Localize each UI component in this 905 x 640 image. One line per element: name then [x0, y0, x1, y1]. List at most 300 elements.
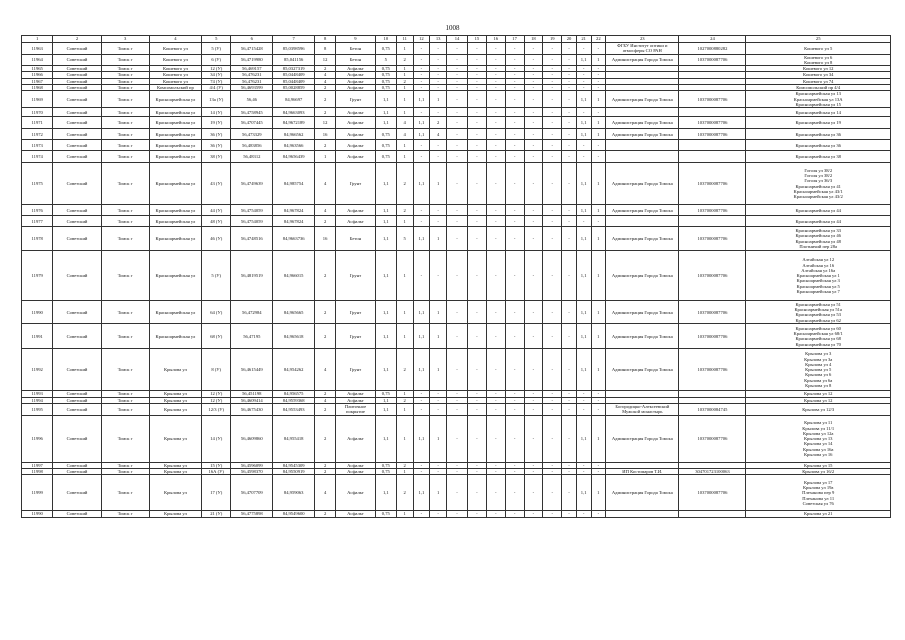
table-cell: Советский	[53, 78, 101, 84]
table-cell: 1	[430, 349, 447, 391]
table-cell: 0,75	[375, 511, 396, 517]
table-cell: -	[524, 66, 543, 72]
table-cell: -	[467, 403, 486, 415]
table-cell: 2	[315, 462, 336, 468]
column-number-1: 1	[22, 36, 53, 43]
table-cell: 84,96697	[273, 91, 315, 108]
table-cell: 56,451198	[231, 391, 273, 397]
column-number-7: 7	[273, 36, 315, 43]
table-cell: -	[562, 462, 577, 468]
table-cell: 11967	[22, 78, 53, 84]
table-cell: -	[505, 511, 524, 517]
table-cell: -	[562, 216, 577, 227]
table-cell: -	[413, 469, 430, 475]
table-cell: 56,476231	[231, 78, 273, 84]
table-cell: -	[562, 397, 577, 403]
table-cell: 11990	[22, 511, 53, 517]
table-cell: 84,985754	[273, 163, 315, 205]
table-cell: 34 (У)	[202, 72, 231, 78]
table-cell: -	[447, 91, 468, 108]
table-cell: -	[486, 251, 505, 301]
table-cell: Крылова ул	[149, 415, 201, 462]
table-cell: 2	[315, 140, 336, 151]
table-cell: -	[447, 78, 468, 84]
table-cell: Красноармейская ул	[149, 301, 201, 324]
column-number-15: 15	[467, 36, 486, 43]
table-cell: Красноармейская ул 14	[746, 108, 891, 117]
table-cell: -	[467, 84, 486, 90]
table-cell: 2	[315, 84, 336, 90]
table-cell: 43 (У)	[202, 163, 231, 205]
table-cell: Асфальт	[336, 84, 376, 90]
table-cell: Кошевого ул	[149, 78, 201, 84]
table-cell: -	[591, 216, 606, 227]
table-cell: Кошевого ул 6 Кошевого ул 8	[746, 54, 891, 66]
table-cell: Грунт	[336, 163, 376, 205]
table-cell: -	[562, 469, 577, 475]
table-cell: Кошевого ул	[149, 43, 201, 55]
table-cell: -	[467, 227, 486, 251]
table-cell	[679, 511, 746, 517]
table-cell: 1	[591, 227, 606, 251]
table-cell: 1,1	[375, 397, 396, 403]
table-cell: -	[430, 403, 447, 415]
table-cell: -	[467, 216, 486, 227]
table-cell: 11993	[22, 391, 53, 397]
table-cell: Советский	[53, 43, 101, 55]
table-row	[22, 108, 891, 117]
table-cell: -	[467, 205, 486, 216]
table-cell: -	[543, 108, 562, 117]
table-cell: -	[505, 227, 524, 251]
table-cell: 1	[396, 324, 413, 349]
table-cell: Красноармейская ул	[149, 140, 201, 151]
table-cell: 2	[315, 251, 336, 301]
table-cell: -	[467, 475, 486, 511]
table-cell: Томск г	[101, 117, 149, 129]
table-cell: -	[543, 415, 562, 462]
table-cell: -	[591, 469, 606, 475]
table-cell: 1	[396, 415, 413, 462]
table-cell: 1,1	[375, 475, 396, 511]
table-cell: 11976	[22, 205, 53, 216]
table-cell: Красноармейская ул	[149, 205, 201, 216]
table-cell	[679, 151, 746, 163]
table-cell: -	[413, 54, 430, 66]
table-cell: -	[430, 205, 447, 216]
table-cell: Администрация Города Томска	[606, 301, 679, 324]
table-cell: 1,1	[413, 301, 430, 324]
table-cell: 2	[396, 475, 413, 511]
table-cell: 1	[591, 324, 606, 349]
table-cell: 11997	[22, 462, 53, 468]
table-cell: -	[524, 84, 543, 90]
table-cell: -	[413, 140, 430, 151]
table-cell: 56,4748516	[231, 227, 273, 251]
table-cell: -	[447, 140, 468, 151]
table-cell: 1	[430, 163, 447, 205]
table-cell: Грунт	[336, 349, 376, 391]
table-cell: Асфальт	[336, 511, 376, 517]
table-cell: -	[447, 129, 468, 140]
table-cell: -	[524, 91, 543, 108]
table-cell: Кошевого ул 34	[746, 72, 891, 78]
table-cell: -	[447, 216, 468, 227]
table-cell: 56,4775898	[231, 511, 273, 517]
table-cell: Советский	[53, 91, 101, 108]
table-cell: Красноармейская ул 36	[746, 140, 891, 151]
table-cell: 0,75	[375, 462, 396, 468]
table-cell: -	[505, 462, 524, 468]
table-cell	[606, 511, 679, 517]
table-cell: 56,4693599	[231, 84, 273, 90]
table-cell: -	[447, 72, 468, 78]
table-row	[22, 216, 891, 227]
table-cell: 85,0398596	[273, 43, 315, 55]
table-cell: ИП Костомаров Т.И.	[606, 469, 679, 475]
table-cell: 84,9549600	[273, 511, 315, 517]
table-cell: Кошевого ул	[149, 72, 201, 78]
table-cell: 56,4609860	[231, 415, 273, 462]
table-cell: -	[562, 54, 577, 66]
table-cell: 2	[430, 117, 447, 129]
table-cell: -	[543, 391, 562, 397]
table-cell: 11971	[22, 117, 53, 129]
table-cell: -	[543, 91, 562, 108]
table-cell: Красноармейская ул	[149, 108, 201, 117]
table-cell: -	[447, 163, 468, 205]
table-cell: 1037000087706	[679, 475, 746, 511]
table-cell: -	[505, 251, 524, 301]
table-cell: -	[543, 117, 562, 129]
table-cell: 48 (У)	[202, 216, 231, 227]
table-cell: 11999	[22, 475, 53, 511]
table-cell: -	[543, 151, 562, 163]
table-cell: Красноармейская ул 36	[746, 129, 891, 140]
table-cell: -	[486, 108, 505, 117]
table-cell: 1,1	[576, 91, 591, 108]
table-cell: Томск г	[101, 301, 149, 324]
table-cell: -	[543, 403, 562, 415]
table-cell: 1,1	[576, 301, 591, 324]
table-cell: -	[447, 151, 468, 163]
table-cell: -	[576, 462, 591, 468]
table-cell: Асфальт	[336, 462, 376, 468]
table-cell: -	[562, 129, 577, 140]
table-cell: 85,0327319	[273, 66, 315, 72]
table-cell: 1,1	[413, 129, 430, 140]
table-cell: -	[543, 227, 562, 251]
table-cell: 2	[315, 511, 336, 517]
table-cell: -	[486, 66, 505, 72]
table-cell: Томск г	[101, 469, 149, 475]
table-cell: 84,956575	[273, 391, 315, 397]
table-cell: -	[591, 151, 606, 163]
table-cell: Грунт	[336, 91, 376, 108]
table-cell: 1	[591, 205, 606, 216]
table-cell: 12	[315, 54, 336, 66]
table-cell: Администрация Города Томска	[606, 205, 679, 216]
column-number-12: 12	[413, 36, 430, 43]
table-cell: -	[543, 301, 562, 324]
table-cell: 1037000084745	[679, 403, 746, 415]
table-cell: 1	[430, 324, 447, 349]
table-cell: 16А (У)	[202, 469, 231, 475]
table-cell: 84,9672189	[273, 117, 315, 129]
table-cell: -	[486, 72, 505, 78]
table-cell: -	[486, 205, 505, 216]
table-cell: -	[543, 511, 562, 517]
table-cell: -	[467, 91, 486, 108]
table-cell: -	[467, 43, 486, 55]
table-cell: Томск г	[101, 108, 149, 117]
table-cell: Администрация Города Томска	[606, 91, 679, 108]
table-cell: -	[486, 227, 505, 251]
table-cell: -	[467, 129, 486, 140]
table-cell: -	[486, 140, 505, 151]
table-cell: 1027000880282	[679, 43, 746, 55]
table-cell: 1	[396, 108, 413, 117]
table-cell: -	[447, 227, 468, 251]
table-cell: ФГБУ Институт оптики и атмосферы СО РАН	[606, 43, 679, 55]
column-number-11: 11	[396, 36, 413, 43]
table-cell: 0,75	[375, 129, 396, 140]
table-cell: Крылова ул	[149, 469, 201, 475]
table-cell: 1	[396, 66, 413, 72]
table-cell: 84,9559368	[273, 397, 315, 403]
table-cell: Крылова ул	[149, 462, 201, 468]
table-cell: -	[562, 511, 577, 517]
table-cell: -	[447, 66, 468, 72]
table-cell: 12/3 (У)	[202, 403, 231, 415]
table-cell: 11994	[22, 397, 53, 403]
table-cell: Красноармейская ул	[149, 163, 201, 205]
table-cell: 85,0448409	[273, 72, 315, 78]
column-number-6: 6	[231, 36, 273, 43]
table-cell: 16	[315, 227, 336, 251]
table-cell	[679, 140, 746, 151]
table-cell: 15 (У)	[202, 462, 231, 468]
table-cell: -	[524, 349, 543, 391]
table-cell: 0,75	[375, 84, 396, 90]
table-cell: 11964	[22, 54, 53, 66]
table-cell: -	[413, 397, 430, 403]
table-cell: Томск г	[101, 324, 149, 349]
table-cell: 1,1	[375, 117, 396, 129]
table-cell: -	[467, 72, 486, 78]
table-cell: -	[543, 140, 562, 151]
column-number-17: 17	[505, 36, 524, 43]
table-cell: -	[524, 205, 543, 216]
table-cell: 2	[396, 349, 413, 391]
table-cell: -	[562, 227, 577, 251]
table-cell: 11968	[22, 84, 53, 90]
table-cell: 1,1	[413, 117, 430, 129]
table-cell: 1,1	[375, 349, 396, 391]
table-cell: -	[467, 66, 486, 72]
table-cell: Администрация Города Томска	[606, 415, 679, 462]
table-cell: 46 (У)	[202, 227, 231, 251]
table-cell: 1	[396, 72, 413, 78]
table-cell: -	[562, 251, 577, 301]
table-cell: 4	[315, 397, 336, 403]
table-cell: 16	[315, 129, 336, 140]
table-cell: Томск г	[101, 54, 149, 66]
table-cell: -	[505, 129, 524, 140]
table-cell: -	[543, 397, 562, 403]
table-cell: -	[543, 205, 562, 216]
table-cell: 11979	[22, 251, 53, 301]
table-cell: 1037000087706	[679, 117, 746, 129]
table-cell: -	[576, 403, 591, 415]
table-cell: 2	[315, 469, 336, 475]
table-cell: -	[467, 251, 486, 301]
table-cell: Грунт	[336, 301, 376, 324]
table-cell: -	[430, 462, 447, 468]
table-cell: 1,1	[375, 227, 396, 251]
table-cell: -	[447, 415, 468, 462]
table-cell: -	[524, 117, 543, 129]
table-cell: 1	[396, 301, 413, 324]
table-cell: 85,0448409	[273, 78, 315, 84]
table-row	[22, 140, 891, 151]
table-cell: -	[467, 324, 486, 349]
table-cell: -	[505, 397, 524, 403]
table-row	[22, 475, 891, 511]
table-cell: 0,75	[375, 391, 396, 397]
table-cell: -	[562, 475, 577, 511]
column-number-23: 23	[606, 36, 679, 43]
table-cell: 64 (У)	[202, 301, 231, 324]
table-cell: -	[591, 397, 606, 403]
table-cell: 56,46	[231, 91, 273, 108]
table-cell: 1	[591, 415, 606, 462]
table-cell: Красноармейская ул	[149, 251, 201, 301]
table-cell: 1,1	[413, 324, 430, 349]
table-cell: -	[576, 469, 591, 475]
table-cell: -	[486, 129, 505, 140]
table-cell: 1037000087706	[679, 163, 746, 205]
table-cell: Асфальт	[336, 216, 376, 227]
table-cell: -	[447, 403, 468, 415]
table-row	[22, 511, 891, 517]
table-cell: 1,1	[576, 475, 591, 511]
table-cell: -	[524, 78, 543, 84]
table-cell: Крылова ул 16/2	[746, 469, 891, 475]
table-cell: -	[486, 475, 505, 511]
table-cell: Асфальт	[336, 415, 376, 462]
table-cell: 1,1	[576, 324, 591, 349]
table-cell: -	[430, 54, 447, 66]
table-cell: -	[591, 511, 606, 517]
table-cell: -	[591, 78, 606, 84]
table-cell: -	[413, 511, 430, 517]
table-cell: Красноармейская ул 13 Красноармейская ул 13А Красноармейская ул 15	[746, 91, 891, 108]
table-cell: Томск г	[101, 511, 149, 517]
table-cell: Советский	[53, 108, 101, 117]
table-cell: Советский	[53, 415, 101, 462]
table-cell: -	[562, 391, 577, 397]
table-row	[22, 349, 891, 391]
table-cell: -	[591, 72, 606, 78]
table-cell: 1,1	[375, 163, 396, 205]
table-cell: -	[591, 66, 606, 72]
table-cell: -	[447, 251, 468, 301]
table-cell: 11965	[22, 66, 53, 72]
table-cell: Советский	[53, 251, 101, 301]
table-cell: 56,4715428	[231, 43, 273, 55]
table-cell: Томск г	[101, 403, 149, 415]
table-cell: 56,48312	[231, 151, 273, 163]
table-cell: -	[430, 78, 447, 84]
table-cell: 84,966015	[273, 251, 315, 301]
table-cell: -	[486, 216, 505, 227]
table-cell: 56,4749639	[231, 163, 273, 205]
table-cell: -	[591, 391, 606, 397]
table-cell: 84,965665	[273, 301, 315, 324]
table-cell: Бетон	[336, 227, 376, 251]
table-cell: -	[543, 349, 562, 391]
table-cell: Богородицко-Алексеевский Мужской монастырь	[606, 403, 679, 415]
table-cell: 11996	[22, 415, 53, 462]
table-cell: -	[562, 78, 577, 84]
table-cell: Крылова ул 15	[746, 462, 891, 468]
table-cell: -	[486, 391, 505, 397]
table-cell: -	[430, 216, 447, 227]
table-cell: Асфальт	[336, 66, 376, 72]
table-cell: -	[430, 84, 447, 90]
table-cell: 21 (У)	[202, 511, 231, 517]
table-cell: -	[524, 43, 543, 55]
table-cell: 1037000087706	[679, 205, 746, 216]
table-cell: -	[505, 54, 524, 66]
table-cell: 84,9550919	[273, 469, 315, 475]
table-cell: 2	[396, 78, 413, 84]
table-cell: 2	[396, 462, 413, 468]
table-cell: 38 (У)	[202, 151, 231, 163]
table-cell: -	[486, 349, 505, 391]
column-number-9: 9	[336, 36, 376, 43]
table-cell: 1	[396, 140, 413, 151]
table-cell: -	[447, 469, 468, 475]
table-cell: 1,1	[413, 227, 430, 251]
table-cell: 2	[396, 205, 413, 216]
table-cell: Администрация Города Томска	[606, 324, 679, 349]
table-cell: -	[430, 151, 447, 163]
table-cell: -	[430, 251, 447, 301]
table-cell: 4	[396, 117, 413, 129]
table-cell: 1,1	[375, 324, 396, 349]
table-cell: Администрация Города Томска	[606, 129, 679, 140]
table-cell: Советский	[53, 72, 101, 78]
table-cell: 2	[396, 397, 413, 403]
table-cell: -	[576, 397, 591, 403]
table-cell: -	[543, 251, 562, 301]
table-cell: Советский	[53, 129, 101, 140]
table-cell: -	[505, 415, 524, 462]
table-cell: -	[486, 91, 505, 108]
table-cell: -	[447, 324, 468, 349]
table-cell: 1	[430, 227, 447, 251]
table-cell: -	[576, 72, 591, 78]
table-cell: Томск г	[101, 475, 149, 511]
table-cell: 1	[430, 415, 447, 462]
table-cell: Томск г	[101, 151, 149, 163]
table-cell: 4	[315, 163, 336, 205]
table-cell	[679, 108, 746, 117]
table-cell: 5 (У)	[202, 43, 231, 55]
table-cell: -	[576, 66, 591, 72]
